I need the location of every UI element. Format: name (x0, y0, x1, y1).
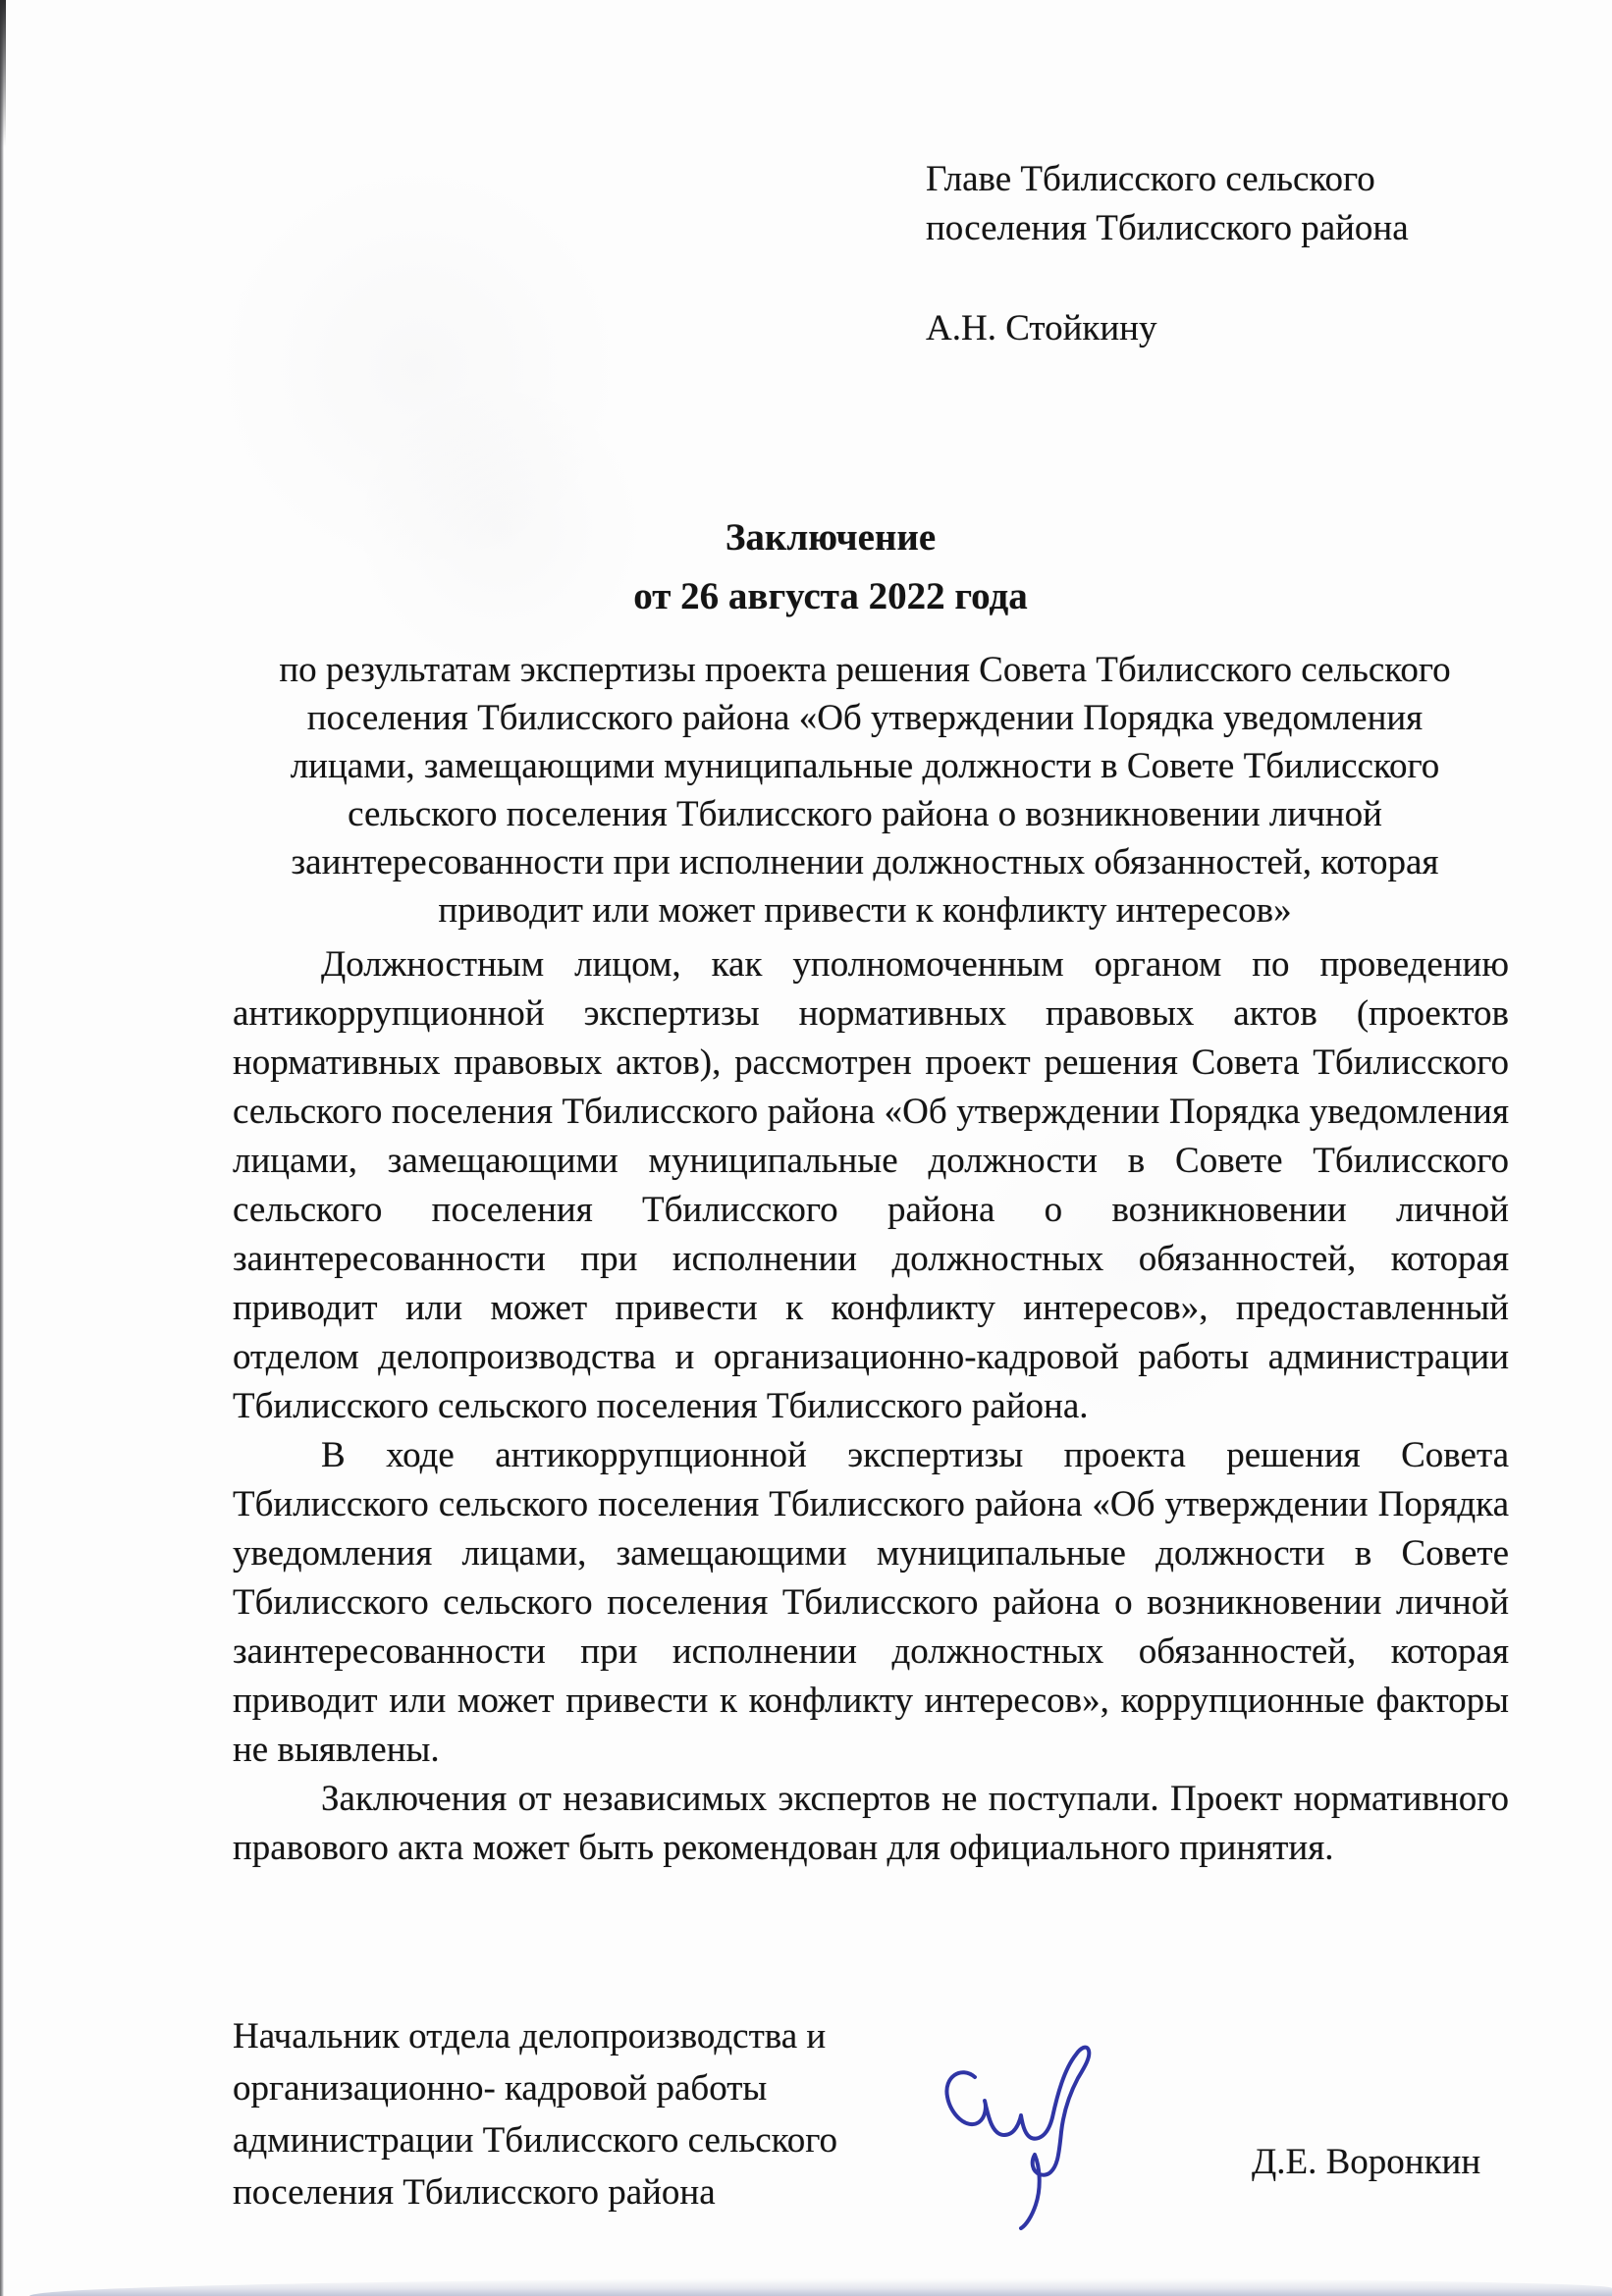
scan-left-edge-artifact (0, 0, 4, 2296)
body-paragraph-2: В ходе антикоррупционной экспертизы проекта решения Совета Тбилисского сельского поселения Тбилисского района «Об утверждении Порядка уведомления лицами, замещающими муниципальные должности в Совете Тбилисского сельского поселения Тбилисского района о возникновении личной заинтересованности при исполнении должностных обязанностей, которая приводит или может привести к конфликту интересов», коррупционные факторы не выявлены. (233, 1435, 1509, 1770)
subtitle-line: лицами, замещающими муниципальные должности в Совете Тбилисского (290, 746, 1440, 786)
addressee-line-1: Главе Тбилисского сельского (926, 159, 1375, 199)
subtitle-line: приводит или может привести к конфликту интересов» (438, 890, 1292, 931)
signoff-line-2: организационно- кадровой работы (233, 2068, 768, 2109)
signoff-position-block (233, 2010, 837, 2218)
document-title-date: от 26 августа 2022 года (633, 575, 1028, 617)
signer-name: Д.Е. Воронкин (1252, 2142, 1481, 2182)
scan-corner-smudge (0, 0, 6, 147)
subtitle-line: заинтересованности при исполнении должностных обязанностей, которая (291, 842, 1439, 882)
addressee-block (926, 155, 1409, 353)
addressee-line-2: поселения Тбилисского района (926, 208, 1409, 248)
handwritten-signature (931, 2034, 1117, 2230)
addressee-name: А.Н. Стойкину (926, 308, 1157, 348)
subtitle-line: по результатам экспертизы проекта решения Совета Тбилисского сельского (279, 650, 1451, 690)
body-paragraph-3: Заключения от независимых экспертов не поступали. Проект нормативного правового акта может быть рекомендован для официального принятия. (233, 1779, 1509, 1868)
body-paragraph-1: Должностным лицом, как уполномоченным органом по проведению антикоррупционной экспертизы нормативных правовых актов (проектов нормативных правовых актов), рассмотрен проект решения Совета Тбилисского сельского поселения Тбилисского района «Об утверждении Порядка уведомления лицами, замещающими муниципальные должности в Совете Тбилисского сельского поселения Тбилисского района о возникновении личной заинтересованности при исполнении должностных обязанностей, которая приводит или может привести к конфликту интересов», предоставленный отделом делопроизводства и организационно-кадровой работы администрации Тбилисского сельского поселения Тбилисского района. (233, 944, 1509, 1426)
signoff-line-3: администрации Тбилисского сельского (233, 2120, 838, 2161)
scan-bottom-edge-artifact (29, 2278, 1612, 2296)
subtitle-line: поселения Тбилисского района «Об утверждении Порядка уведомления (306, 698, 1424, 738)
document-title-line-1: Заключение (725, 516, 937, 559)
document-body (233, 940, 1509, 1873)
signoff-line-1: Начальник отдела делопроизводства и (233, 2016, 827, 2056)
signoff-line-4: поселения Тбилисского района (233, 2172, 716, 2213)
subtitle-line: сельского поселения Тбилисского района о возникновении личной (348, 794, 1382, 834)
document-title (231, 508, 1430, 626)
document-subtitle (221, 646, 1509, 934)
